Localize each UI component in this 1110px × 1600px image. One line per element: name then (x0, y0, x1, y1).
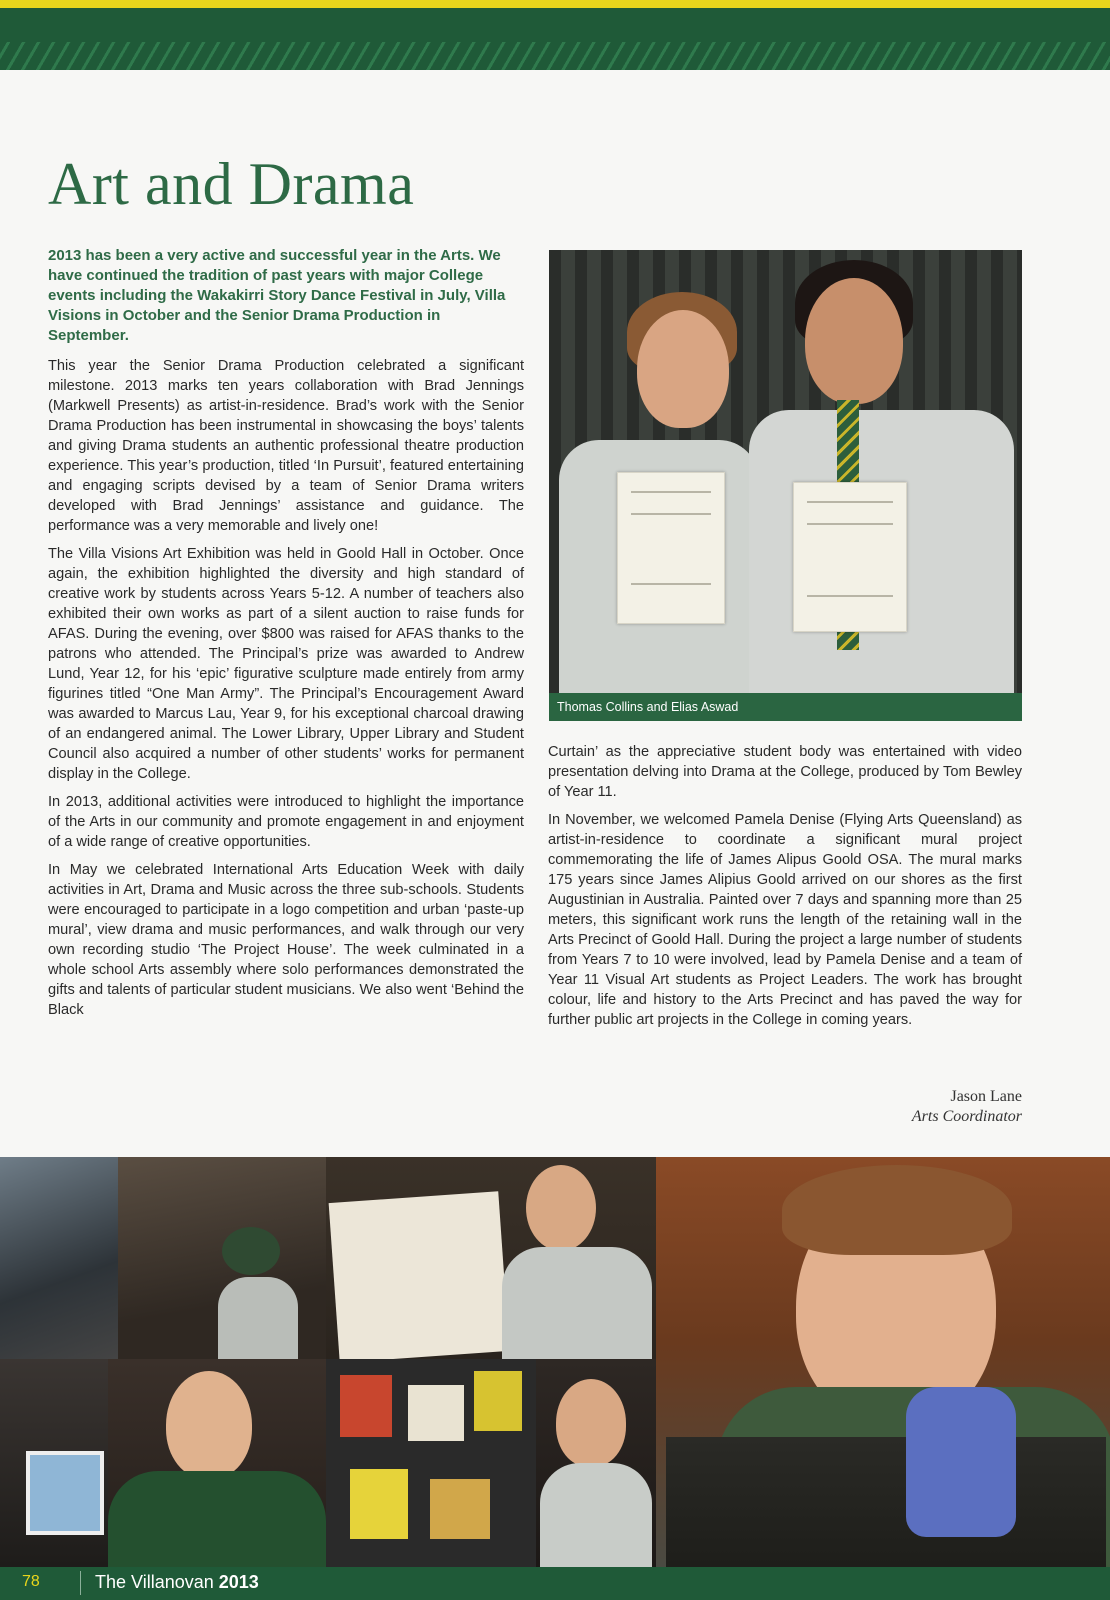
photo-collage (0, 1157, 1110, 1567)
paragraph-arts-week: In May we celebrated International Arts Education Week with daily activities in Art, Drama and Music across the three sub-schools. Students were encouraged to participate in a logo competition and urban ‘paste-up mural’, view drama and music performances, and walk through our very own recording studio ‘The Project House’. The week culminated in a whole school Arts assembly where solo performances demonstrated the gifts and talents of particular student musicians. We also went ‘Behind the Black (48, 862, 524, 1018)
intro-paragraph: 2013 has been a very active and successful year in the Arts. We have continued the tradition of past years with major College events including the Wakakirri Story Dance Festival in July, Villa Visions in October and the Senior Drama Production in September. (48, 247, 506, 344)
paragraph-mural: In November, we welcomed Pamela Denise (Flying Arts Queensland) as artist-in-residence to coordinate a significant mural project commemorating the life of James Alipus Goold OSA. The mural marks 175 years since James Alipius Goold arrived on our shores as the first Augustinian in Australia. Painted over 7 days and spanning more than 25 meters, this significant work runs the length of the retaining wall in the Arts Precinct of Goold Hall. During the project a large number of students from Years 7 to 10 were involved, lead by Pamela Denise and a team of Year 11 Visual Art students as Project Leaders. The work has brought colour, life and history to the Arts Precinct and has paved the way for further public art projects in the College in coming years. (548, 812, 1022, 1028)
collage-artwork-boy (326, 1157, 656, 1359)
collage-boy-profile (536, 1359, 656, 1567)
collage-prints-board (326, 1359, 536, 1567)
right-column (548, 742, 1022, 1038)
certificate-right (793, 482, 907, 632)
author-role: Arts Coordinator (911, 1108, 1022, 1125)
left-column (48, 246, 524, 1028)
certificate-left (617, 472, 725, 624)
author-name: Jason Lane (950, 1088, 1022, 1105)
page-footer (0, 1567, 1110, 1600)
paragraph-curtain: Curtain’ as the appreciative student body was entertained with video presentation delving into Drama at the College, produced by Tom Bewley of Year 11. (548, 744, 1022, 800)
paragraph-villa-visions: The Villa Visions Art Exhibition was held in Goold Hall in October. Once again, the exhibition highlighted the diversity and high standard of creative work by students across Years 5-12. A number of teachers also exhibited their own works as part of a silent auction to raise funds for AFAS. During the evening, over $800 was raised for AFAS thanks to the patrons who attended. The Principal’s prize was awarded to Andrew Lund, Year 12, for his ‘epic’ figurative sculpture made entirely from army figurines titled “One Man Army”. The Principal’s Encouragement Award was awarded to Marcus Lau, Year 9, for his exceptional charcoal drawing of an endangered animal. The Lower Library, Upper Library and Student Council also acquired a number of other students’ works for permanent display in the College. (48, 546, 524, 782)
collage-boy-thumbs-up (656, 1157, 1110, 1567)
collage-boy-cap (118, 1157, 326, 1359)
paragraph-activities: In 2013, additional activities were introduced to highlight the importance of the Arts in our community and promote engagement in and enjoyment of a wide range of creative opportunities. (48, 794, 524, 850)
magazine-name: The Villanovan (95, 1572, 214, 1592)
footer-divider (80, 1571, 81, 1595)
award-photo (549, 250, 1022, 720)
magazine-year: 2013 (218, 1572, 259, 1592)
magazine-title (95, 1572, 259, 1593)
top-green-banner (0, 8, 1110, 70)
top-yellow-band (0, 0, 1110, 8)
collage-exhibition-frames (0, 1359, 108, 1567)
photo-caption: Thomas Collins and Elias Aswad (549, 693, 1022, 721)
author-signature (800, 1087, 1022, 1127)
collage-gallery-wall (0, 1157, 118, 1359)
collage-boy-smiling (108, 1359, 326, 1567)
paragraph-drama: This year the Senior Drama Production celebrated a significant milestone. 2013 marks ten years collaboration with Brad Jennings (Markwell Presents) as artist-in-residence. Brad’s work with the Senior Drama Production has been instrumental in showcasing the boys’ talents and giving Drama students an authentic professional theatre production experience. This year’s production, titled ‘In Pursuit’, featured entertaining and engaging scripts devised by a team of Senior Drama writers developed with Brad Jennings’ assistance and guidance. The performance was a very memorable and lively one! (48, 358, 524, 534)
page-title: Art and Drama (48, 151, 415, 217)
page-number: 78 (22, 1573, 40, 1590)
